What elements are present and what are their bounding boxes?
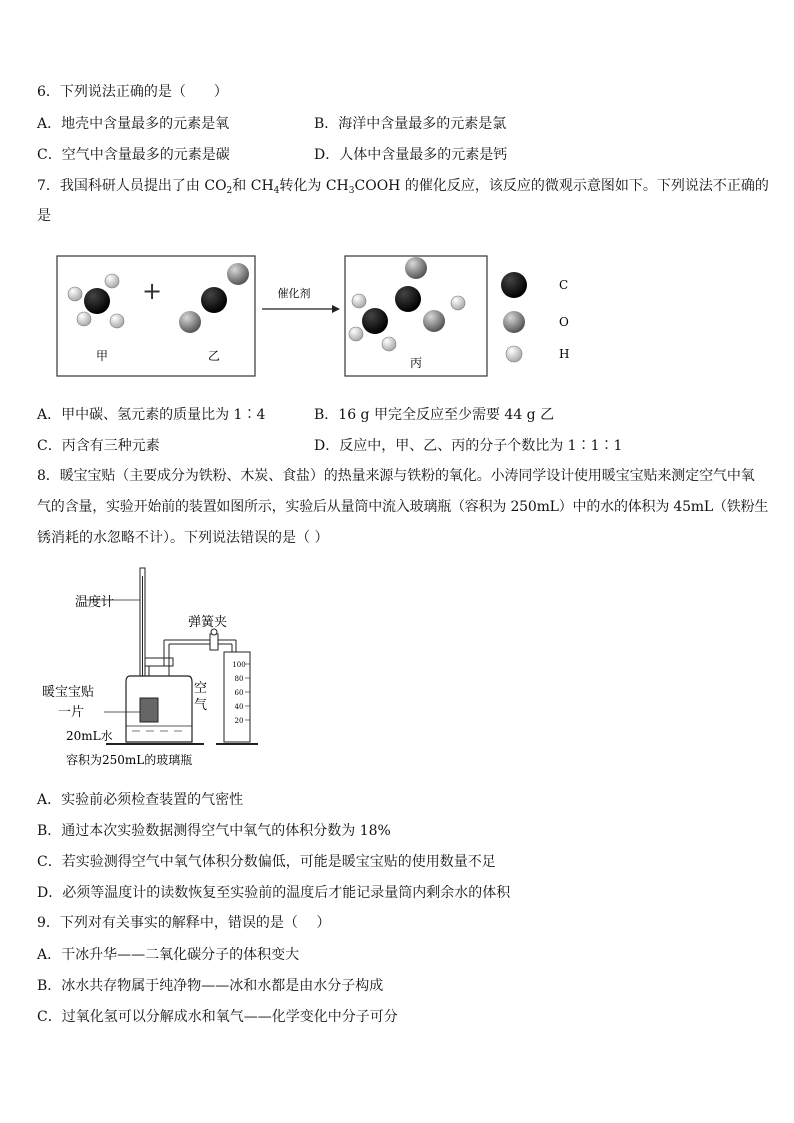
o-atom bbox=[405, 257, 427, 279]
spring-clamp bbox=[210, 629, 218, 650]
molecule-bing bbox=[349, 257, 465, 351]
cylinder-tick-label: 80 bbox=[234, 675, 244, 683]
q7-stem-part3: 转化为 CH bbox=[279, 178, 349, 194]
h-atom bbox=[349, 327, 363, 341]
label-yi: 乙 bbox=[208, 349, 221, 363]
q6-option-b: B．海洋中含量最多的元素是氯 bbox=[314, 116, 507, 132]
q8-stem-line2: 气的含量，实验开始前的装置如图所示，实验后从量筒中流入玻璃瓶（容积为 250mL）中的水的体积为 45mL（铁粉生 bbox=[37, 499, 769, 515]
label-water: 20mL水 bbox=[66, 729, 113, 743]
legend-h-atom bbox=[506, 346, 522, 362]
molecule-jia bbox=[68, 274, 124, 328]
o-atom bbox=[179, 311, 201, 333]
q7-sub-ch3: 3 bbox=[348, 186, 355, 196]
h-atom bbox=[77, 312, 91, 326]
q7-stem-part2: 和 CH bbox=[232, 178, 274, 194]
cylinder-tick-label: 60 bbox=[234, 689, 244, 697]
legend-o-atom bbox=[503, 311, 525, 333]
q7-stem-line2: 是 bbox=[37, 208, 51, 224]
q7-option-b: B．16 g 甲完全反应至少需要 44 g 乙 bbox=[314, 407, 555, 423]
c-atom bbox=[84, 288, 110, 314]
reaction-diagram bbox=[56, 254, 726, 382]
q8-option-c: C．若实验测得空气中氧气体积分数偏低，可能是暖宝宝贴的使用数量不足 bbox=[37, 854, 496, 870]
h-atom bbox=[105, 274, 119, 288]
q7-stem bbox=[37, 176, 769, 201]
h-atom bbox=[110, 314, 124, 328]
q9-stem: 9．下列对有关事实的解释中，错误的是（ ） bbox=[37, 915, 331, 931]
q9-option-c: C．过氧化氢可以分解成水和氧气——化学变化中分子可分 bbox=[37, 1009, 398, 1025]
q7-sub-ch4: 4 bbox=[273, 186, 280, 196]
legend-h-label: H bbox=[559, 347, 570, 361]
cylinder-tick-label: 20 bbox=[234, 717, 244, 725]
q9-option-b: B．冰水共存物属于纯净物——冰和水都是由水分子构成 bbox=[37, 978, 384, 994]
label-pad-line1: 暖宝宝贴 bbox=[42, 685, 95, 700]
q8-option-b: B．通过本次实验数据测得空气中氧气的体积分数为 18% bbox=[37, 823, 391, 839]
apparatus-diagram bbox=[36, 566, 336, 776]
h-atom bbox=[382, 337, 396, 351]
hand-warmer-pad bbox=[140, 698, 158, 722]
q8-option-a: A．实验前必须检查装置的气密性 bbox=[37, 792, 244, 808]
legend-o-label: O bbox=[559, 315, 569, 329]
cylinder-tick-label: 100 bbox=[232, 661, 246, 669]
label-air-1: 空 bbox=[194, 681, 208, 696]
cylinder-tick-label: 40 bbox=[234, 703, 244, 711]
molecule-yi bbox=[179, 263, 249, 333]
q8-stem-line1: 8．暖宝宝贴（主要成分为铁粉、木炭、食盐）的热量来源与铁粉的氧化。小涛同学设计使用暖宝宝贴来测定空气中氧 bbox=[37, 468, 755, 484]
label-bottle: 容积为250mL的玻璃瓶 bbox=[66, 753, 193, 767]
o-atom bbox=[423, 310, 445, 332]
label-spring-clamp: 弹簧夹 bbox=[188, 615, 228, 630]
legend-c-label: C bbox=[559, 278, 569, 292]
h-atom bbox=[68, 287, 82, 301]
q6-stem: 6．下列说法正确的是（ ） bbox=[37, 84, 228, 100]
q8-option-d: D．必须等温度计的读数恢复至实验前的温度后才能记录量筒内剩余水的体积 bbox=[37, 885, 511, 901]
label-bing: 丙 bbox=[409, 356, 423, 370]
h-atom bbox=[451, 296, 465, 310]
label-pad-line2: 一片 bbox=[58, 705, 85, 720]
q6-option-a: A．地壳中含量最多的元素是氧 bbox=[37, 116, 230, 132]
q7-stem-part1: 7．我国科研人员提出了由 CO bbox=[37, 178, 227, 194]
label-thermometer: 温度计 bbox=[75, 595, 115, 610]
thermometer bbox=[86, 568, 145, 686]
q7-stem-part4: COOH 的催化反应，该反应的微观示意图如下。下列说法不正确的 bbox=[354, 178, 769, 194]
label-jia: 甲 bbox=[96, 349, 109, 363]
q7-sub-co2: 2 bbox=[226, 186, 233, 196]
q7-option-c: C．丙含有三种元素 bbox=[37, 438, 160, 454]
plus-sign: + bbox=[141, 277, 163, 305]
q9-option-a: A．干冰升华——二氧化碳分子的体积变大 bbox=[37, 947, 300, 963]
c-atom bbox=[201, 287, 227, 313]
label-air-2: 气 bbox=[194, 698, 208, 713]
c-atom bbox=[362, 308, 388, 334]
q8-stem-line3: 锈消耗的水忽略不计）。下列说法错误的是（ ） bbox=[37, 530, 329, 546]
q6-option-c: C．空气中含量最多的元素是碳 bbox=[37, 147, 230, 163]
h-atom bbox=[352, 294, 366, 308]
arrow-head bbox=[332, 305, 340, 313]
o-atom bbox=[227, 263, 249, 285]
q7-option-a: A．甲中碳、氢元素的质量比为 1∶4 bbox=[37, 407, 266, 423]
q7-option-d: D．反应中，甲、乙、丙的分子个数比为 1∶1∶1 bbox=[314, 438, 623, 454]
legend-c-atom bbox=[501, 272, 527, 298]
catalyst-label: 催化剂 bbox=[277, 287, 311, 300]
q6-option-d: D．人体中含量最多的元素是钙 bbox=[314, 147, 508, 163]
c-atom bbox=[395, 286, 421, 312]
